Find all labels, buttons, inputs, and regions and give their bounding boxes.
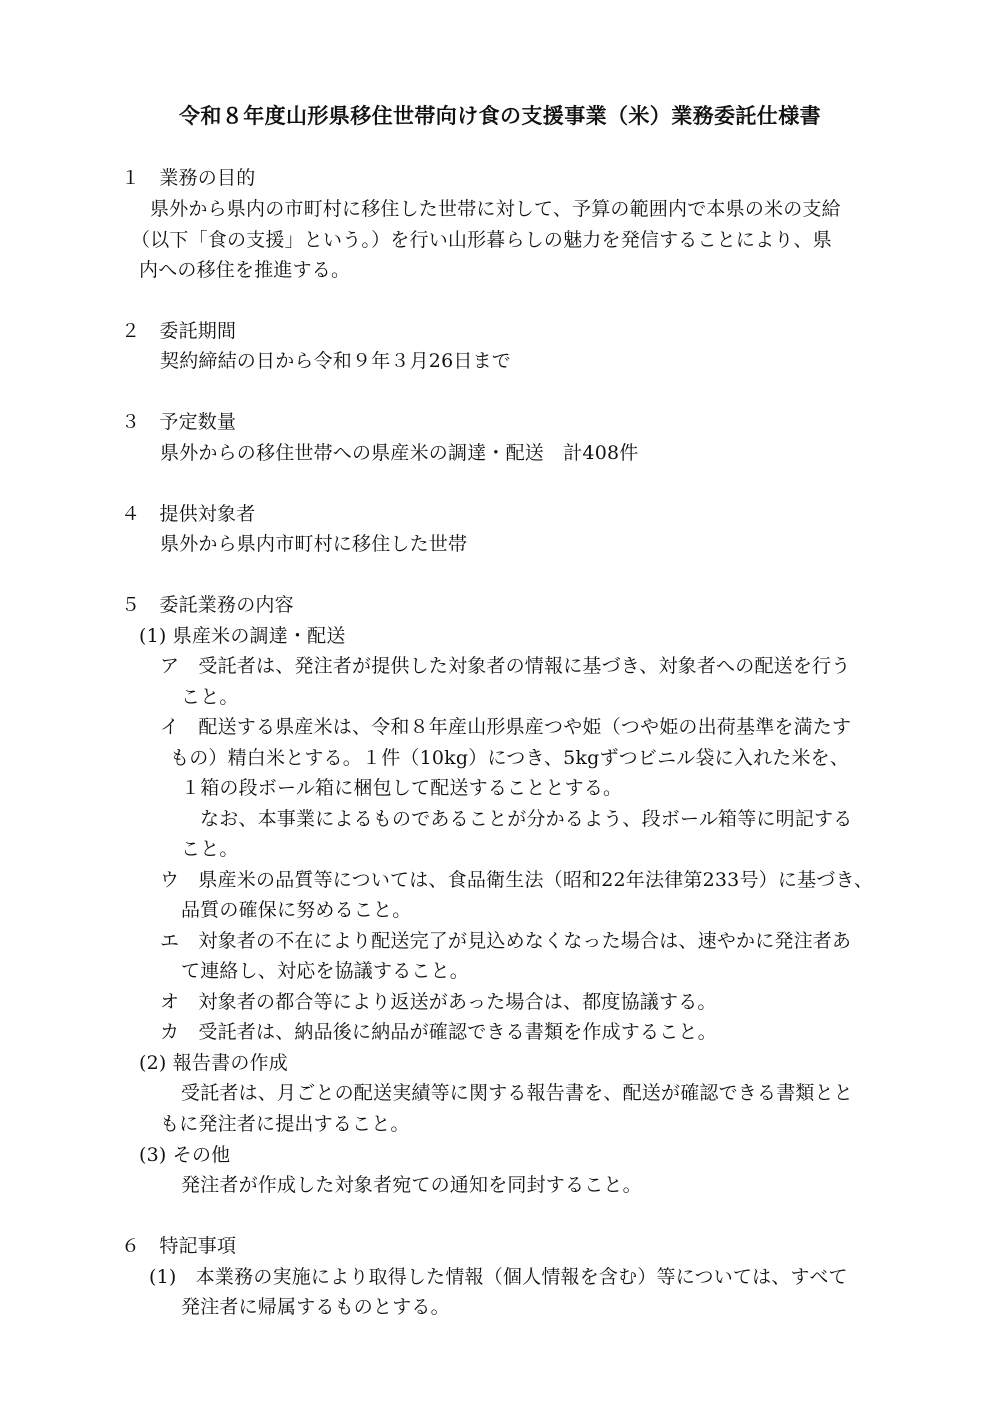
section-6-heading: ６ 特記事項	[121, 1235, 237, 1257]
section-4-body: 県外から県内市町村に移住した世帯	[160, 533, 468, 555]
document-title: 令和８年度山形県移住世帯向け食の支援事業（米）業務委託仕様書	[179, 103, 821, 128]
item-i-line: もの）精白米とする。１件（10kg）につき、5kgずつビニル袋に入れた米を、	[170, 747, 850, 769]
section-2-heading: ２ 委託期間	[121, 320, 237, 342]
section-5-heading: ５ 委託業務の内容	[121, 594, 294, 616]
item-o-line: オ 対象者の都合等により返送があった場合は、都度協議する。	[160, 991, 717, 1013]
section-6-item-line: (1) 本業務の実施により取得した情報（個人情報を含む）等については、すべて	[149, 1266, 848, 1288]
item-i-line: イ 配送する県産米は、令和８年産山形県産つや姫（つや姫の出荷基準を満たす	[160, 716, 852, 738]
section-1-line: 内への移住を推進する。	[139, 259, 351, 281]
section-6-item-line: 発注者に帰属するものとする。	[181, 1296, 450, 1318]
section-3-heading: ３ 予定数量	[121, 411, 237, 433]
subsection-2-heading: (2) 報告書の作成	[139, 1052, 288, 1074]
item-a-line: ア 受託者は、発注者が提供した対象者の情報に基づき、対象者への配送を行う	[160, 655, 851, 677]
item-u-line: 品質の確保に努めること。	[181, 899, 412, 921]
item-u-line: ウ 県産米の品質等については、食品衛生法（昭和22年法律第233号）に基づき、	[160, 869, 874, 891]
item-e-line: エ 対象者の不在により配送完了が見込めなくなった場合は、速やかに発注者あ	[160, 930, 852, 952]
subsection-3-body: 発注者が作成した対象者宛ての通知を同封すること。	[181, 1174, 642, 1196]
section-1-line: 県外から県内の市町村に移住した世帯に対して、予算の範囲内で本県の米の支給	[150, 198, 841, 220]
item-ka-line: カ 受託者は、納品後に納品が確認できる書類を作成すること。	[160, 1021, 717, 1043]
section-4-heading: ４ 提供対象者	[121, 503, 256, 525]
item-e-line: て連絡し、対応を協議すること。	[181, 960, 470, 982]
item-i-line: こと。	[181, 838, 239, 860]
section-1-heading: １ 業務の目的	[121, 167, 256, 189]
section-1-line: （以下「食の支援」という。）を行い山形暮らしの魅力を発信することにより、県	[131, 229, 832, 251]
subsection-1-heading: (1) 県産米の調達・配送	[139, 625, 346, 647]
subsection-2-line: 受託者は、月ごとの配送実績等に関する報告書を、配送が確認できる書類とと	[181, 1082, 854, 1104]
item-i-line: なお、本事業によるものであることが分かるよう、段ボール箱等に明記する	[200, 808, 853, 830]
item-a-line: こと。	[181, 686, 239, 708]
section-3-body: 県外からの移住世帯への県産米の調達・配送 計408件	[160, 442, 639, 464]
item-i-line: １箱の段ボール箱に梱包して配送することとする。	[181, 777, 623, 799]
subsection-2-line: もに発注者に提出すること。	[160, 1113, 410, 1135]
subsection-3-heading: (3) その他	[139, 1144, 231, 1166]
section-2-body: 契約締結の日から令和９年３月26日まで	[160, 350, 511, 372]
